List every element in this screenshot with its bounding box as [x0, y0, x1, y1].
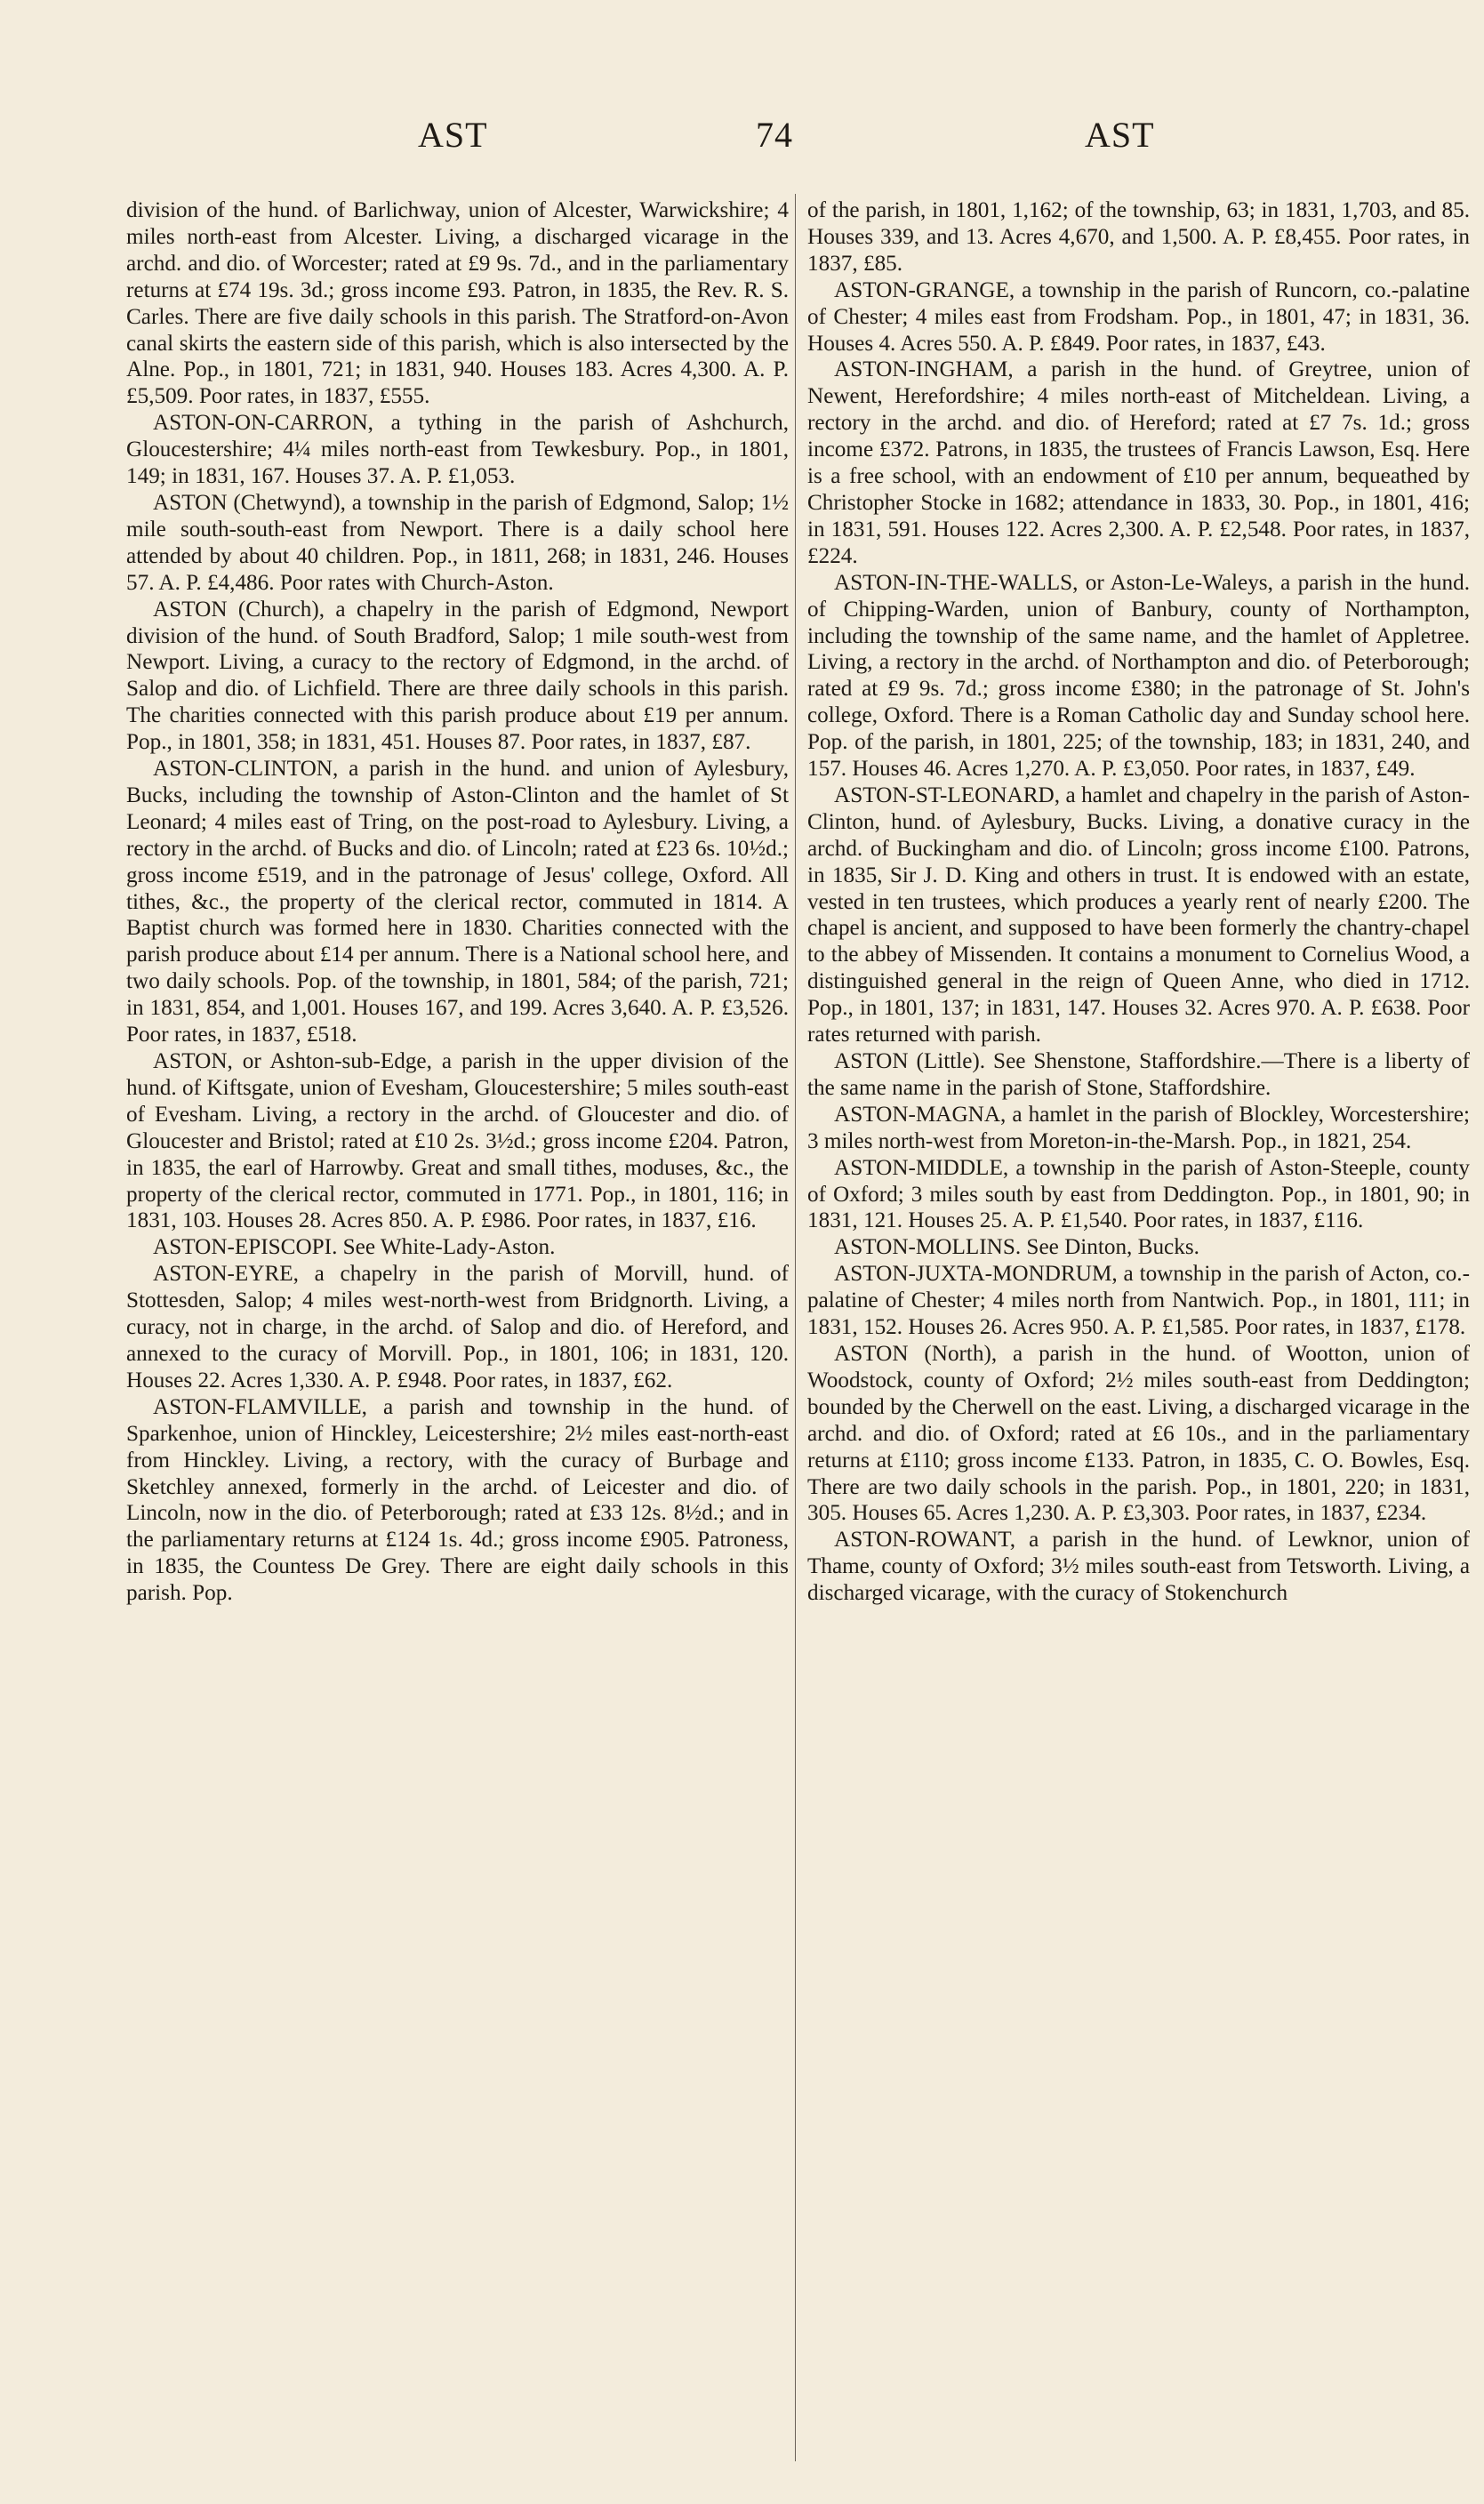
entry-paragraph: ASTON-EYRE, a chapelry in the parish of Morvill, hund. of Stottesden, Salop; 4 miles west-north-west from Bridgnorth. Living, a curacy, not in charge, in the archd. of Salop and dio. of Hereford, and annexed to the curacy of Morvill. Pop., in 1801, 106; in 1831, 120. Houses 22. Acres 1,330. A. P. £948. Poor rates, in 1837, £62.: [126, 1262, 789, 1392]
entry-paragraph: ASTON-ST-LEONARD, a hamlet and chapelry in the parish of Aston-Clinton, hund. of Aylesbury, Bucks. Living, a donative curacy in the archd. of Buckingham and dio. of Lincoln; gross income £100. Patrons, in 1835, Sir J. D. King and others in trust. It is endowed with an estate, vested in ten trustees, which produces a yearly rent of nearly £200. The chapel is ancient, and supposed to have been formerly the chantry-chapel to the abbey of Missenden. It contains a monument to Cornelius Wood, a distinguished general in the reign of Queen Anne, who died in 1712. Pop., in 1801, 137; in 1831, 147. Houses 32. Acres 970. A. P. £638. Poor rates returned with parish.: [807, 782, 1470, 1047]
entry-paragraph: ASTON-ROWANT, a parish in the hund. of Lewknor, union of Thame, county of Oxford; 3½ miles south-east from Tetsworth. Living, a discharged vicarage, with the curacy of Stokenchurch: [807, 1528, 1470, 1606]
entry-paragraph: ASTON (Little). See Shenstone, Staffordshire.—There is a liberty of the same name in the parish of Stone, Staffordshire.: [807, 1049, 1470, 1100]
entry-paragraph: ASTON-IN-THE-WALLS, or Aston-Le-Waleys, a parish in the hund. of Chipping-Warden, union of Banbury, county of Northampton, including the township of the same name, and the hamlet of Appletree. Living, a rectory in the archd. of Northampton and dio. of Peterborough; rated at £9 9s. 7d.; gross income £380; in the patronage of St. John's college, Oxford. There is a Roman Catholic day and Sunday school here. Pop. of the parish, in 1801, 225; of the township, 183; in 1831, 240, and 157. Houses 46. Acres 1,270. A. P. £3,050. Poor rates, in 1837, £49.: [807, 570, 1470, 782]
entry-paragraph: ASTON (North), a parish in the hund. of Wootton, union of Woodstock, county of Oxford; 2½ miles south-east from Deddington; bounded by the Cherwell on the east. Living, a discharged vicarage in the archd. and dio. of Oxford; rated at £6 10s., and in the parliamentary returns at £110; gross income £133. Patron, in 1835, C. O. Bowles, Esq. There are two daily schools in the parish. Pop., in 1801, 220; in 1831, 305. Houses 65. Acres 1,230. A. P. £3,303. Poor rates, in 1837, £234.: [807, 1341, 1470, 1526]
entry-paragraph: ASTON (Chetwynd), a township in the parish of Edgmond, Salop; 1½ mile south-south-east from Newport. There is a daily school here attended by about 40 children. Pop., in 1811, 268; in 1831, 246. Houses 57. A. P. £4,486. Poor rates with Church-Aston.: [126, 490, 789, 595]
entry-paragraph: ASTON-ON-CARRON, a tything in the parish of Ashchurch, Gloucestershire; 4¼ miles north-east from Tewkesbury. Pop., in 1801, 149; in 1831, 167. Houses 37. A. P. £1,053.: [126, 411, 789, 489]
running-head-left: AST: [418, 115, 488, 155]
entry-paragraph: ASTON-EPISCOPI. See White-Lady-Aston.: [153, 1235, 556, 1260]
entry-paragraph: ASTON-MAGNA, a hamlet in the parish of Blockley, Worcestershire; 3 miles north-west from Moreton-in-the-Marsh. Pop., in 1821, 254.: [807, 1102, 1470, 1153]
entry-paragraph: ASTON-MOLLINS. See Dinton, Bucks.: [834, 1235, 1199, 1260]
entry-paragraph: ASTON, or Ashton-sub-Edge, a parish in the upper division of the hund. of Kiftsgate, union of Evesham, Gloucestershire; 5 miles south-east of Evesham. Living, a rectory in the archd. of Gloucester and dio. of Gloucester and Bristol; rated at £10 2s. 3½d.; gross income £204. Patron, in 1835, the earl of Harrowby. Great and small tithes, moduses, &c., the property of the clerical rector, commuted in 1771. Pop., in 1801, 116; in 1831, 103. Houses 28. Acres 850. A. P. £986. Poor rates, in 1837, £16.: [126, 1049, 789, 1233]
page-number: 74: [756, 115, 793, 155]
column-divider: [795, 194, 796, 2461]
left-column: [126, 197, 789, 2474]
entry-paragraph: ASTON-GRANGE, a township in the parish of Runcorn, co.-palatine of Chester; 4 miles east from Frodsham. Pop., in 1801, 47; in 1831, 36. Houses 4. Acres 550. A. P. £849. Poor rates, in 1837, £43.: [807, 277, 1470, 356]
entry-paragraph: ASTON-FLAMVILLE, a parish and township in the hund. of Sparkenhoe, union of Hinckley, Leicestershire; 2½ miles east-north-east from Hinckley. Living, a rectory, with the curacy of Burbage and Sketchley annexed, formerly in the archd. of Leicester and dio. of Lincoln, now in the dio. of Peterborough; rated at £33 12s. 8½d.; and in the parliamentary returns at £124 1s. 4d.; gross income £905. Patroness, in 1835, the Countess De Grey. There are eight daily schools in this parish. Pop.: [126, 1394, 789, 1606]
entry-paragraph: ASTON-JUXTA-MONDRUM, a township in the parish of Acton, co.-palatine of Chester; 4 miles north from Nantwich. Pop., in 1801, 111; in 1831, 152. Houses 26. Acres 950. A. P. £1,585. Poor rates, in 1837, £178.: [807, 1262, 1470, 1340]
entry-paragraph: ASTON (Church), a chapelry in the parish of Edgmond, Newport division of the hund. of South Bradford, Salop; 1 mile south-west from Newport. Living, a curacy to the rectory of Edgmond, in the archd. of Salop and dio. of Lichfield. There are three daily schools in this parish. The charities connected with this parish produce about £19 per annum. Pop., in 1801, 358; in 1831, 451. Houses 87. Poor rates, in 1837, £87.: [126, 597, 789, 755]
entry-paragraph: ASTON-MIDDLE, a township in the parish of Aston-Steeple, county of Oxford; 3 miles south by east from Deddington. Pop., in 1801, 90; in 1831, 121. Houses 25. A. P. £1,540. Poor rates, in 1837, £116.: [807, 1155, 1470, 1233]
running-head-right: AST: [1085, 115, 1155, 155]
entry-paragraph: division of the hund. of Barlichway, union of Alcester, Warwickshire; 4 miles north-east from Alcester. Living, a discharged vicarage in the archd. and dio. of Worcester; rated at £9 9s. 7d., and in the parliamentary returns at £74 19s. 3d.; gross income £93. Patron, in 1835, the Rev. R. S. Carles. There are five daily schools in this parish. The Stratford-on-Avon canal skirts the eastern side of this parish, which is also intersected by the Alne. Pop., in 1801, 721; in 1831, 940. Houses 183. Acres 4,300. A. P. £5,509. Poor rates, in 1837, £555.: [126, 198, 789, 409]
entry-paragraph: ASTON-CLINTON, a parish in the hund. and union of Aylesbury, Bucks, including the township of Aston-Clinton and the hamlet of St Leonard; 4 miles east of Tring, on the post-road to Aylesbury. Living, a rectory in the archd. of Bucks and dio. of Lincoln; rated at £23 6s. 10½d.; gross income £519, and in the patronage of Jesus' college, Oxford. All tithes, &c., the property of the clerical rector, commuted in 1814. A Baptist church was formed here in 1830. Charities connected with the parish produce about £14 per annum. There is a National school here, and two daily schools. Pop. of the township, in 1801, 584; of the parish, 721; in 1831, 854, and 1,001. Houses 167, and 199. Acres 3,640. A. P. £3,526. Poor rates, in 1837, £518.: [126, 757, 789, 1047]
page-header: [124, 114, 1356, 167]
entry-paragraph: of the parish, in 1801, 1,162; of the township, 63; in 1831, 1,703, and 85. Houses 339, and 13. Acres 4,670, and 1,500. A. P. £8,455. Poor rates, in 1837, £85.: [807, 198, 1470, 276]
entry-paragraph: ASTON-INGHAM, a parish in the hund. of Greytree, union of Newent, Herefordshire; 4 miles north-east of Mitcheldean. Living, a rectory in the archd. and dio. of Hereford; rated at £7 7s. 1d.; gross income £372. Patrons, in 1835, the trustees of Francis Lawson, Esq. Here is a free school, with an endowment of £10 per annum, bequeathed by Christopher Stocke in 1682; attendance in 1833, 30. Pop., in 1801, 416; in 1831, 591. Houses 122. Acres 2,300. A. P. £2,548. Poor rates, in 1837, £224.: [807, 357, 1470, 568]
right-column: [807, 197, 1470, 2474]
